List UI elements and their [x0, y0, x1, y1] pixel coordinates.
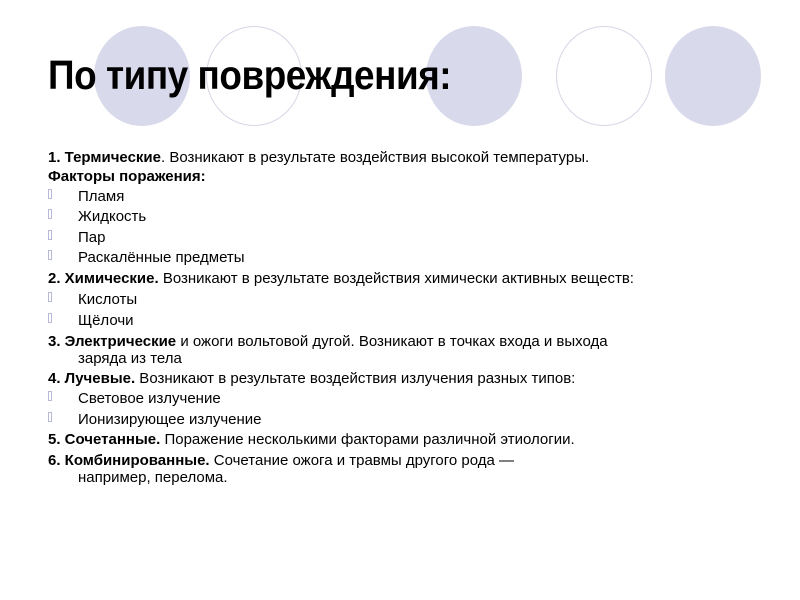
item-heading: 6. Комбинированные. [48, 452, 210, 469]
item-combined-factors [48, 431, 575, 449]
item-thermal [48, 149, 589, 167]
item-heading: 4. Лучевые. [48, 370, 136, 387]
bullet-icon [48, 230, 52, 240]
item-text: Возникают в результате воздействия химически активных веществ: [158, 270, 634, 287]
factors-heading [48, 168, 206, 186]
item-text: и ожоги вольтовой дугой. Возникают в точках входа и выхода [176, 333, 608, 350]
bullet-icon [48, 250, 52, 260]
list-item: Кислоты [78, 291, 138, 308]
list-item: Световое излучение [78, 390, 221, 407]
decor-circle-filled [665, 26, 761, 126]
item-continuation: заряда из тела [78, 350, 182, 367]
item-heading: 3. Электрические [48, 333, 177, 350]
item-heading: 1. Термические [48, 149, 161, 166]
item-heading: 5. Сочетанные. [48, 431, 161, 448]
item-text: . Возникают в результате воздействия высокой температуры. [160, 149, 590, 166]
bullet-icon [48, 412, 52, 422]
item-heading: Факторы поражения: [48, 168, 206, 185]
item-continuation: например, перелома. [78, 469, 228, 486]
item-electric [48, 333, 608, 351]
list-item: Жидкость [78, 208, 147, 225]
bullet-icon [48, 292, 52, 302]
item-combined-injury [48, 452, 514, 470]
decor-circle-outline [556, 26, 652, 126]
list-item: Раскалённые предметы [78, 249, 245, 266]
bullet-icon [48, 313, 52, 323]
item-radiation [48, 370, 575, 388]
item-text: Сочетание ожога и травмы другого рода — [209, 452, 515, 469]
item-text: Возникают в результате воздействия излучения разных типов: [135, 370, 576, 387]
item-text: Поражение несколькими факторами различной этиологии. [160, 431, 575, 448]
bullet-icon [48, 209, 52, 219]
item-heading: 2. Химические. [48, 270, 159, 287]
bullet-icon [48, 189, 52, 199]
slide-title: По типу повреждения: [48, 52, 452, 98]
bullet-icon [48, 391, 52, 401]
list-item: Щёлочи [78, 312, 134, 329]
item-chemical [48, 270, 634, 288]
list-item: Пар [78, 229, 106, 246]
list-item: Ионизирующее излучение [78, 411, 262, 428]
list-item: Пламя [78, 188, 125, 205]
